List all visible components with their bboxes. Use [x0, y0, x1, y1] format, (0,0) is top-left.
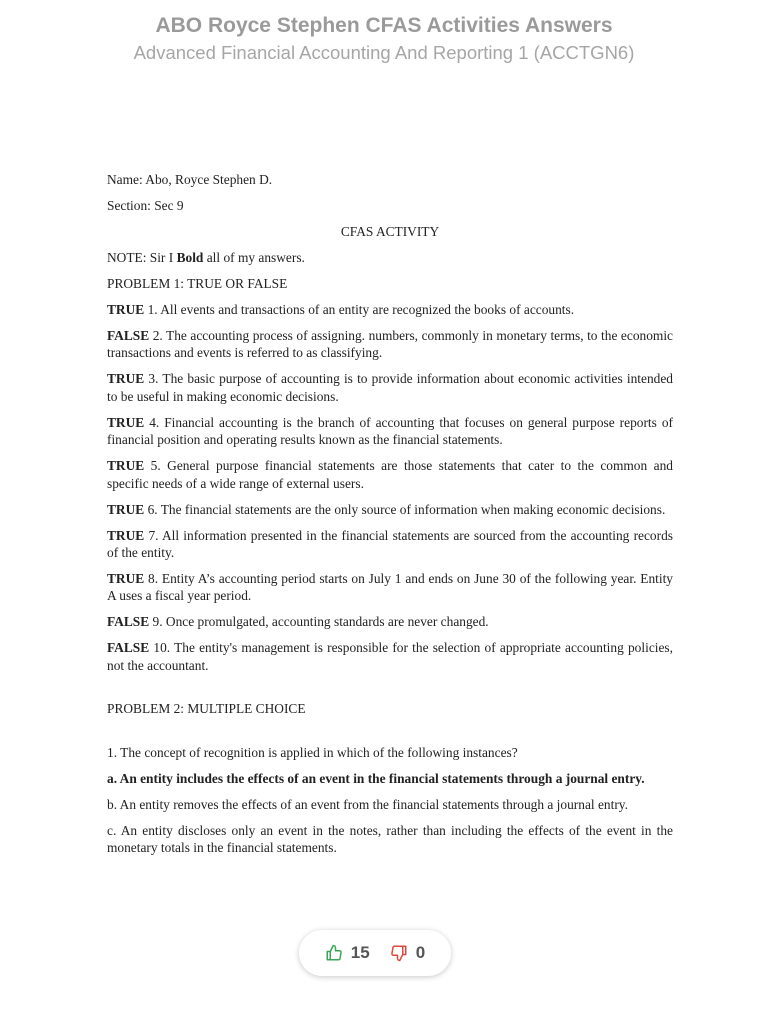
tf-item-9 — [107, 613, 673, 630]
tf-answer: FALSE — [107, 328, 150, 343]
tf-answer: FALSE — [107, 614, 150, 630]
tf-item-2 — [107, 327, 673, 362]
note-suffix: all of my answers. — [203, 250, 305, 265]
course-subtitle: Advanced Financial Accounting And Reporting 1 (ACCTGN6) — [133, 42, 635, 63]
tf-item-1 — [107, 301, 673, 318]
note-line — [107, 249, 673, 266]
tf-answer: TRUE — [107, 458, 145, 474]
document-title: ABO Royce Stephen CFAS Activities Answers — [155, 14, 613, 37]
document-page — [107, 171, 673, 865]
question-1-option-a: a. An entity includes the effects of an event in the financial statements through a journal entry. — [107, 770, 645, 786]
section-line: Section: Sec 9 — [107, 198, 184, 213]
document-header — [0, 0, 768, 66]
tf-item-5 — [107, 457, 673, 492]
name-line: Name: Abo, Royce Stephen D. — [107, 172, 273, 187]
tf-statement: 4. Financial accounting is the branch of accounting that focuses on general purpose reports of financial position and operating results known as the financial statements. — [107, 414, 673, 448]
upvote-button[interactable] — [315, 943, 380, 963]
upvote-count: 15 — [350, 943, 370, 962]
question-1: 1. The concept of recognition is applied in which of the following instances? — [107, 744, 518, 760]
tf-statement: 6. The financial statements are the only source of information when making economic decisions. — [144, 501, 666, 517]
tf-answer: TRUE — [107, 302, 145, 317]
tf-answer: TRUE — [107, 501, 145, 517]
tf-statement: 3. The basic purpose of accounting is to provide information about economic activities intended to be useful in making economic decisions. — [107, 371, 673, 404]
tf-statement: 8. Entity A’s accounting period starts on July 1 and ends on June 30 of the following year. Entity A uses a fiscal year period. — [107, 571, 673, 604]
tf-statement: 10. The entity's management is responsible for the selection of appropriate accounting policies, not the accountant. — [107, 640, 673, 673]
tf-answer: FALSE — [107, 640, 150, 656]
tf-statement: 5. General purpose financial statements are those statements that cater to the common and specific needs of a wide range of external users. — [107, 458, 673, 491]
tf-item-7 — [107, 527, 673, 562]
tf-item-4 — [107, 414, 673, 449]
problem2-heading: PROBLEM 2: MULTIPLE CHOICE — [107, 701, 306, 717]
note-prefix: NOTE: Sir I — [107, 250, 177, 265]
tf-item-10 — [107, 639, 673, 674]
tf-answer: TRUE — [107, 527, 145, 543]
tf-answer: TRUE — [107, 571, 145, 587]
tf-answer: TRUE — [107, 371, 145, 387]
tf-answer: TRUE — [107, 414, 145, 430]
thumbs-up-icon — [325, 944, 343, 962]
problem1-heading: PROBLEM 1: TRUE OR FALSE — [107, 276, 288, 291]
activity-title: CFAS ACTIVITY — [340, 224, 440, 239]
tf-statement: 9. Once promulgated, accounting standards are never changed. — [149, 614, 489, 630]
question-1-option-b: b. An entity removes the effects of an event from the financial statements through a journal entry. — [107, 796, 628, 812]
downvote-button[interactable] — [380, 943, 435, 963]
note-bold-word: Bold — [176, 250, 204, 265]
downvote-count: 0 — [415, 943, 426, 962]
vote-bar — [299, 930, 451, 976]
thumbs-down-icon — [390, 944, 408, 962]
tf-item-3 — [107, 370, 673, 405]
tf-statement: 2. The accounting process of assigning. numbers, commonly in monetary terms, to the economic transactions and events is referred to as classifying. — [107, 328, 673, 361]
question-1-option-c: c. An entity discloses only an event in the notes, rather than including the effects of the event in the monetary totals in the financial statements. — [107, 822, 673, 856]
tf-statement: 1. All events and transactions of an entity are recognized the books of accounts. — [144, 302, 575, 317]
tf-item-6 — [107, 501, 673, 518]
tf-item-8 — [107, 570, 673, 605]
tf-statement: 7. All information presented in the financial statements are sourced from the accounting records of the entity. — [107, 527, 673, 561]
